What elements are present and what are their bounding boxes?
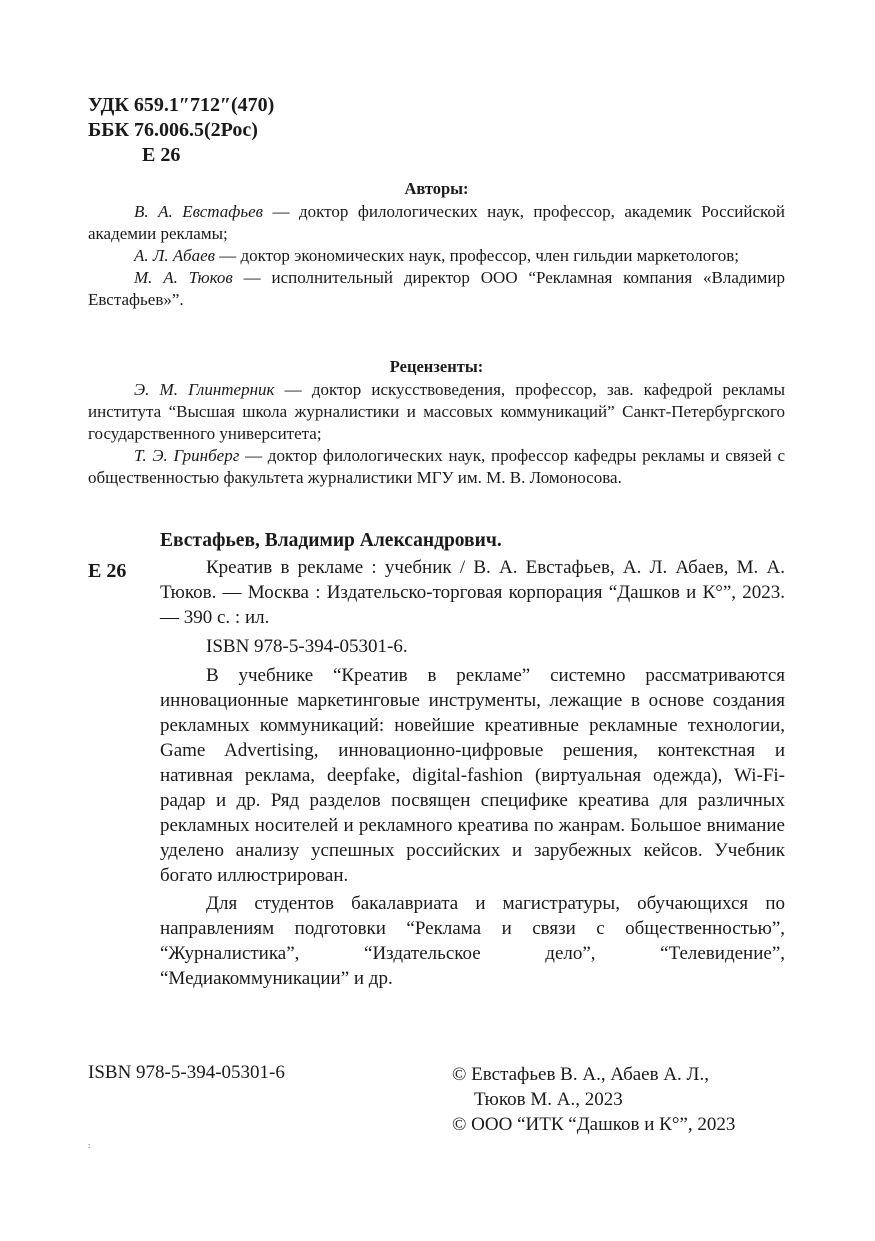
reviewer-description: — доктор искусствоведения, профессор, зав. кафедрой рекламы института “Высшая школа журналистики и массовых коммуникаций” Санкт-Петербургского государственного университета; xyxy=(88,380,785,443)
catalog-entry xyxy=(160,528,785,991)
author-item xyxy=(88,201,785,245)
audience-text: Для студентов бакалавриата и магистратуры, обучающихся по направлениям подготовки “Реклама и связи с общественностью”, “Журналистика”, “Издательское дело”, “Телевидение”, “Медиакоммуникации” и др. xyxy=(160,893,785,989)
copyright-line: © ООО “ИТК “Дашков и К°”, 2023 xyxy=(452,1114,736,1135)
classification-codes xyxy=(88,93,274,168)
bibliographic-description: Креатив в рекламе : учебник / В. А. Евстафьев, А. Л. Абаев, М. А. Тюков. — Москва : Издательско-торговая корпорация “Дашков и К°”, 2023. — 390 с. : ил. xyxy=(160,557,785,628)
author-item xyxy=(88,267,785,311)
reviewer-name: Т. Э. Гринберг xyxy=(134,446,240,465)
reviewer-description: — доктор филологических наук, профессор кафедры рекламы и связей с общественностью факультета журналистики МГУ им. М. В. Ломоносова. xyxy=(88,446,785,487)
entry-isbn: ISBN 978-5-394-05301-6. xyxy=(206,636,408,657)
reviewer-item xyxy=(88,445,785,489)
reviewer-item xyxy=(88,379,785,445)
copyright-block xyxy=(452,1062,812,1137)
entry-author-mark: Е 26 xyxy=(88,560,127,582)
author-description: — исполнительный директор ООО “Рекламная компания «Владимир Евстафьев»”. xyxy=(88,268,785,309)
author-item xyxy=(88,245,785,267)
author-name: М. А. Тюков xyxy=(134,268,233,287)
author-description: — доктор филологических наук, профессор, академик Российской академии рекламы; xyxy=(88,202,785,243)
copyright-line: © Евстафьев В. А., Абаев А. Л., xyxy=(452,1064,709,1085)
printer-mark: : xyxy=(88,1141,91,1150)
udk-code: УДК 659.1″712″(470) xyxy=(88,94,275,116)
authors-heading: Авторы: xyxy=(404,179,469,198)
author-name: А. Л. Абаев xyxy=(134,246,215,265)
reviewers-heading: Рецензенты: xyxy=(389,357,484,376)
author-mark-code: Е 26 xyxy=(142,144,181,166)
reviewers-section xyxy=(88,356,785,489)
entry-author-heading: Евстафьев, Владимир Александрович. xyxy=(160,530,502,551)
annotation-text: В учебнике “Креатив в рекламе” системно рассматриваются инновационные маркетинговые инструменты, лежащие в основе создания рекламных коммуникаций: новейшие креативные рекламные технологии, Game Advertising, инновационно-цифровые решения, контекстная и нативная реклама, deepfake, digital-fashion (виртуальная одежда), Wi-Fi-радар и др. Ряд разделов посвящен специфике креатива для различных рекламных носителей и рекламного креатива по жанрам. Большое внимание уделено анализу успешных российских и зарубежных кейсов. Учебник богато иллюстрирован. xyxy=(160,665,785,886)
authors-section xyxy=(88,178,785,311)
author-description: — доктор экономических наук, профессор, член гильдии маркетологов; xyxy=(215,246,740,265)
reviewer-name: Э. М. Глинтерник xyxy=(134,380,275,399)
author-name: В. А. Евстафьев xyxy=(134,202,264,221)
copyright-line: Тюков М. А., 2023 xyxy=(474,1089,623,1110)
footer-isbn: ISBN 978-5-394-05301-6 xyxy=(88,1062,285,1083)
bbk-code: ББК 76.006.5(2Рос) xyxy=(88,119,258,141)
